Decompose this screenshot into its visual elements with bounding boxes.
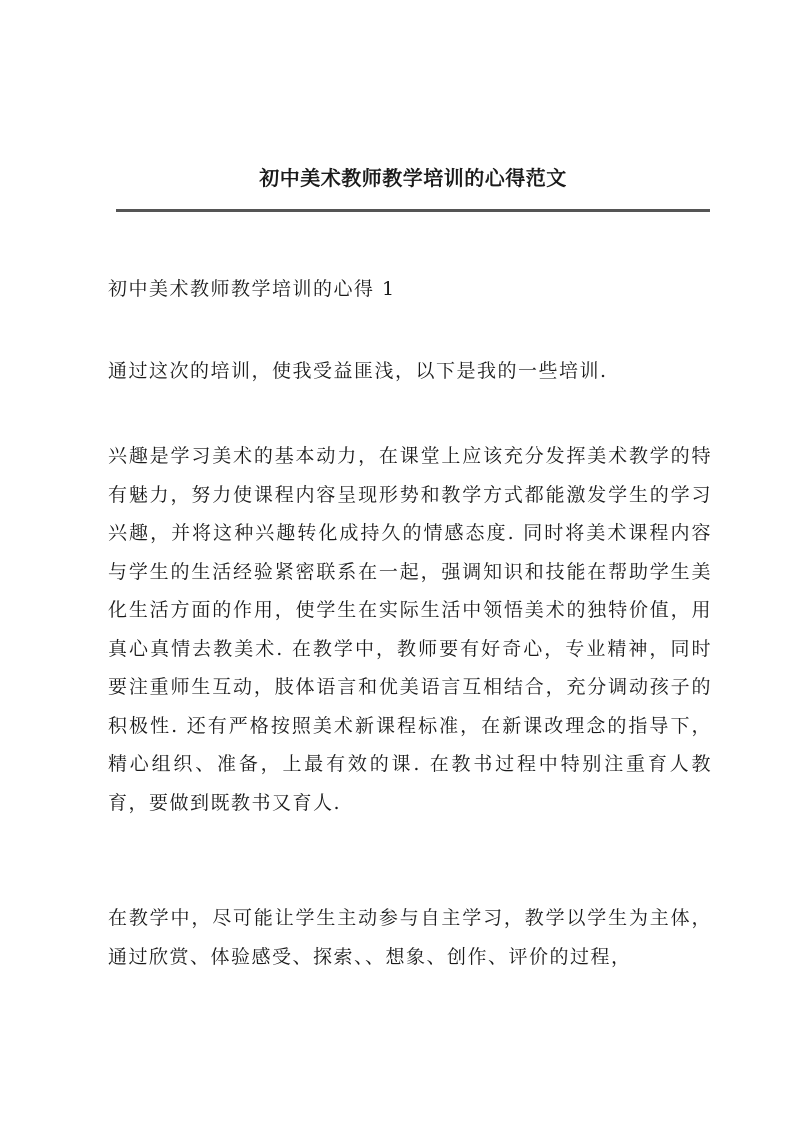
paragraph-teaching: 在教学中，尽可能让学生主动参与自主学习，教学以学生为主体，通过欣赏、体验感受、探索、、想象、创作、评价的过程， [108, 907, 712, 968]
title-divider [116, 209, 710, 212]
paragraph-intro: 通过这次的培训，使我受益匪浅，以下是我的一些培训. [108, 360, 608, 382]
document-title: 初中美术教师教学培训的心得范文 [259, 166, 567, 190]
section-heading: 初中美术教师教学培训的心得 1 [108, 278, 396, 300]
paragraph-interest: 兴趣是学习美术的基本动力，在课堂上应该充分发挥美术教学的特有魅力，努力使课程内容呈现形势和教学方式都能激发学生的学习兴趣，并将这种兴趣转化成持久的情感态度. 同时将美术课程内容与学生的生活经验紧密联系在一起，强调知识和技能在帮助学生美化生活方面的作用，使学生在实际生活中领悟美术的独特价值，用真心真情去教美术. 在教学中，教师要有好奇心，专业精神，同时要注重师生互动，肢体语言和优美语言互相结合，充分调动孩子的积极性. 还有严格按照美术新课程标准，在新课改理念的指导下，精心组织、准备，上最有效的课. 在教书过程中特别注重育人教育，要做到既教书又育人. [108, 445, 712, 814]
